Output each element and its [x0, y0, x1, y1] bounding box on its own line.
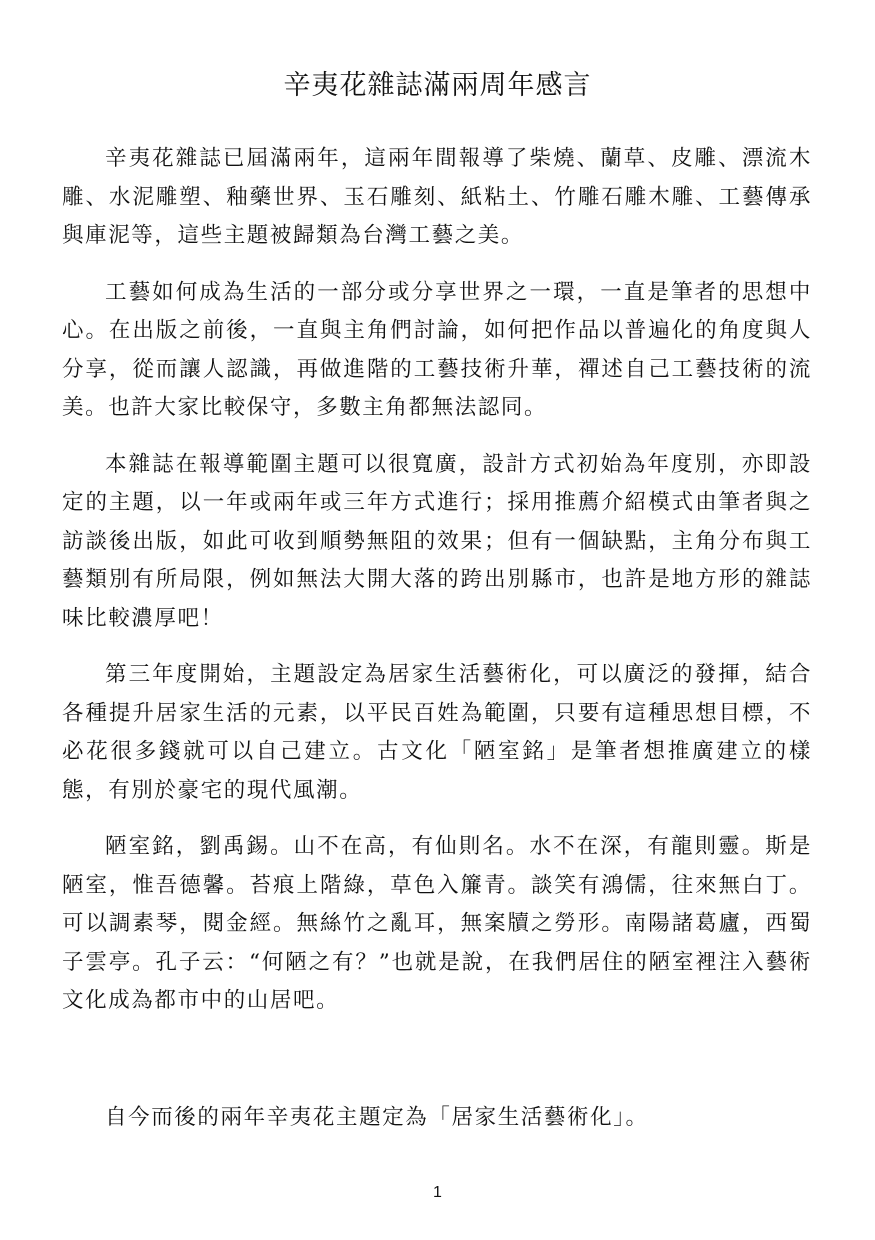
- paragraph-3: 本雜誌在報導範圍主題可以很寬廣，設計方式初始為年度別，亦即設定的主題，以一年或兩年或三年方式進行；採用推薦介紹模式由筆者與之訪談後出版，如此可收到順勢無阻的效果；但有一個缺點，主角分布與工藝類別有所局限，例如無法大開大落的跨出別縣市，也許是地方形的雜誌味比較濃厚吧！: [62, 451, 812, 631]
- paragraph-5: 陋室銘，劉禹錫。山不在高，有仙則名。水不在深，有龍則靈。斯是陋室，惟吾德馨。苔痕上階綠，草色入簾青。談笑有鴻儒，往來無白丁。可以調素琴，閱金經。無絲竹之亂耳，無案牘之勞形。南陽諸葛廬，西蜀子雲亭。孔子云：“何陋之有？”也就是說，在我們居住的陋室裡注入藝術文化成為都市中的山居吧。: [62, 834, 812, 1013]
- document-title: 辛夷花雜誌滿兩周年感言: [283, 70, 592, 101]
- paragraph-2: 工藝如何成為生活的一部分或分享世界之一環，一直是筆者的思想中心。在出版之前後，一直與主角們討論，如何把作品以普遍化的角度與人分享，從而讓人認識，再做進階的工藝技術升華，禪述自己工藝技術的流美。也許大家比較保守，多數主角都無法認同。: [62, 279, 812, 420]
- paragraph-4: 第三年度開始，主題設定為居家生活藝術化，可以廣泛的發揮，結合各種提升居家生活的元素，以平民百姓為範圍，只要有這種思想目標，不必花很多錢就可以自己建立。古文化「陋室銘」是筆者想推廣建立的樣態，有別於豪宅的現代風潮。: [62, 662, 812, 803]
- page-number: 1: [433, 1184, 442, 1201]
- document-body: [62, 140, 812, 1155]
- closing-paragraph: 自今而後的兩年辛夷花主題定為「居家生活藝術化」。: [105, 1104, 649, 1130]
- paragraph-1: 辛夷花雜誌已屆滿兩年，這兩年間報導了柴燒、蘭草、皮雕、漂流木雕、水泥雕塑、釉藥世界、玉石雕刻、紙粘土、竹雕石雕木雕、工藝傳承與庫泥等，這些主題被歸類為台灣工藝之美。: [62, 146, 812, 248]
